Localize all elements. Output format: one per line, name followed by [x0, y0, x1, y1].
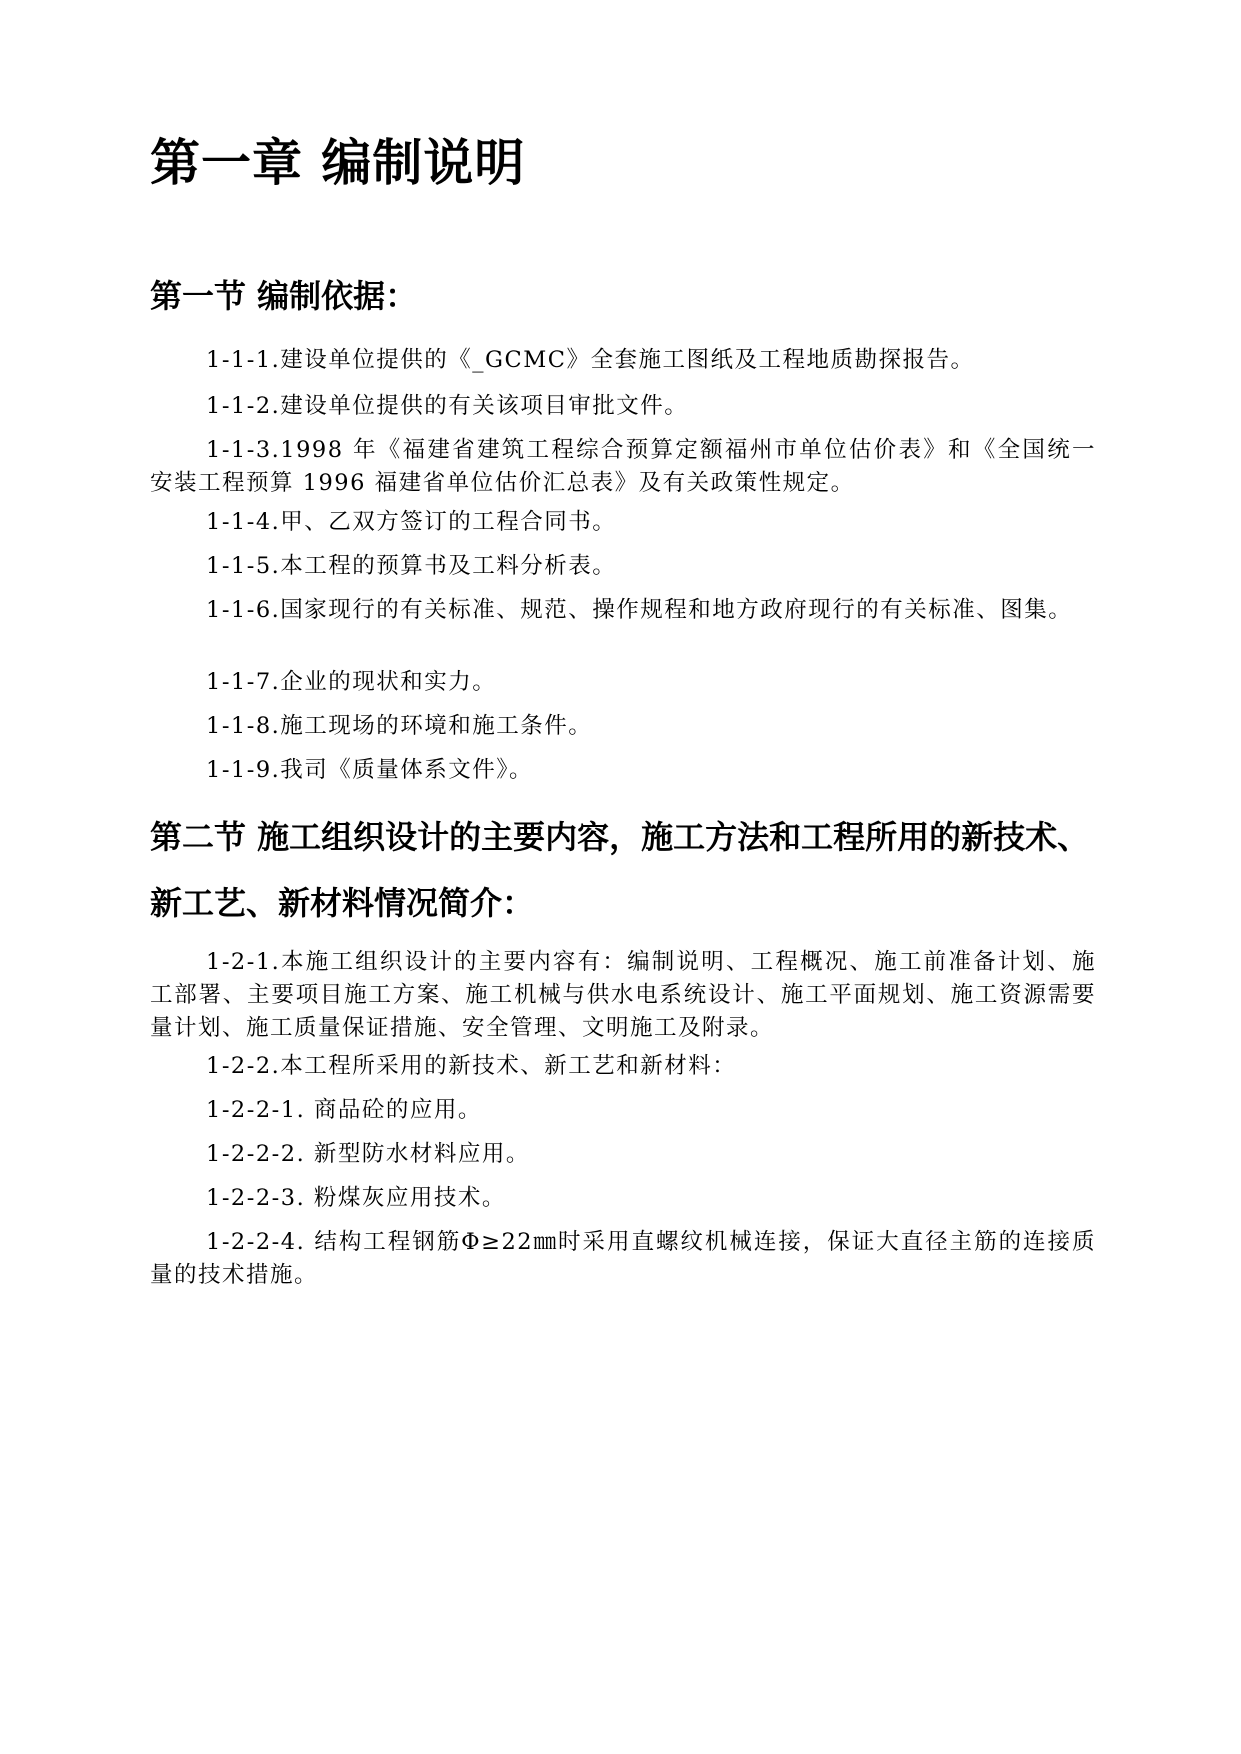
basis-item-7: 1-1-7.企业的现状和实力。 [206, 669, 497, 695]
basis-item-2: 1-1-2.建设单位提供的有关该项目审批文件。 [206, 393, 689, 419]
content-item-2-1: 1-2-2-1. 商品砼的应用。 [206, 1097, 482, 1123]
basis-item-5: 1-1-5.本工程的预算书及工料分析表。 [206, 553, 617, 579]
content-item-2-4: 1-2-2-4. 结构工程钢筋Φ≥22㎜时采用直螺纹机械连接，保证大直径主筋的连接质量的技术措施。 [150, 1229, 1096, 1288]
content-item-2: 1-2-2.本工程所采用的新技术、新工艺和新材料： [206, 1053, 737, 1079]
basis-item-4: 1-1-4.甲、乙双方签订的工程合同书。 [206, 509, 617, 535]
basis-item-3: 1-1-3.1998 年《福建省建筑工程综合预算定额福州市单位估价表》和《全国统一安装工程预算 1996 福建省单位估价汇总表》及有关政策性规定。 [150, 437, 1096, 496]
basis-item-8: 1-1-8.施工现场的环境和施工条件。 [206, 713, 593, 739]
basis-item-9: 1-1-9.我司《质量体系文件》。 [206, 757, 534, 783]
chapter-title: 第一章 编制说明 [150, 134, 526, 192]
basis-item-1: 1-1-1.建设单位提供的《_GCMC》全套施工图纸及工程地质勘探报告。 [206, 347, 975, 373]
section-1-title: 第一节 编制依据： [150, 277, 418, 315]
content-item-2-2: 1-2-2-2. 新型防水材料应用。 [206, 1141, 530, 1167]
content-item-1: 1-2-1.本施工组织设计的主要内容有：编制说明、工程概况、施工前准备计划、施工部署、主要项目施工方案、施工机械与供水电系统设计、施工平面规划、施工资源需要量计划、施工质量保证措施、安全管理、文明施工及附录。 [150, 949, 1096, 1041]
section-2-title: 第二节 施工组织设计的主要内容，施工方法和工程所用的新技术、新工艺、新材料情况简介： [150, 818, 1090, 922]
content-item-2-3: 1-2-2-3. 粉煤灰应用技术。 [206, 1185, 506, 1211]
basis-item-6: 1-1-6.国家现行的有关标准、规范、操作规程和地方政府现行的有关标准、图集。 [206, 597, 1073, 623]
